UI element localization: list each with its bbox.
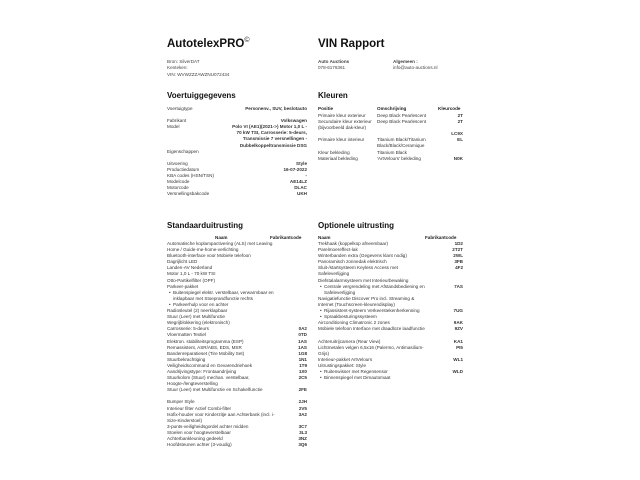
vehicle-row-label: Eigenschappen [167, 148, 199, 154]
general-label: Algemeen : [393, 59, 418, 64]
optional-item-code: WLD [452, 368, 463, 374]
optional-item-row [318, 296, 463, 308]
colors-table [318, 113, 463, 162]
optional-item-code: 3FB [454, 259, 463, 265]
optional-item-name: Mobiele telefoon Interface met draadloze laadfunctie [318, 326, 425, 332]
standard-item-code: 3NZ [298, 436, 307, 441]
standard-item-name: Wegrijblokkering (elektronisch) [167, 320, 230, 326]
standard-item-name: Carrosserie: 5-deurs [167, 326, 209, 332]
standard-item-name: Stuur (Leer) met Multifunctie [167, 314, 225, 320]
optional-item-name: • Binnenspiegel met Dimautomaat [324, 375, 432, 381]
company-phone: 078-6176361 [318, 65, 346, 71]
vehicle-row-value: Polo VI (AE1)(2021->) Motor 1,0 L - 70 kW TSI, Carrosserie: 5-deurs, Transmissie 7 versnellingen - Dubbelkoppeltransmissie DSG [232, 124, 307, 148]
optional-item-name: Parelmoereffect-lak [318, 247, 358, 253]
vehicle-row-value: Volkswagen [280, 118, 307, 124]
general-contact [393, 59, 438, 72]
standard-item-code: 1T9 [299, 362, 307, 368]
color-code: EL [457, 137, 463, 143]
optional-item-name: Airconditioning Climatronic 2 zones [318, 320, 390, 326]
vehicle-row-label: Productiedatum [167, 166, 200, 172]
color-code: 2T [457, 119, 463, 125]
optional-item-name: • Spraakbesturingssysteem [324, 314, 432, 320]
color-position: Primaire kleur exterieur [318, 113, 366, 118]
standard-item-name: Radiosleutel (2) neerklapbaar [167, 308, 228, 314]
logo-text: AutotelexPRO [167, 37, 245, 50]
optional-item-code: 9ZV [454, 326, 463, 332]
standard-item-row [167, 442, 307, 448]
vehicle-meta [167, 59, 229, 78]
optional-header-name: Naam [318, 235, 331, 240]
optional-item-name: • Ruitenwisser met Regensensor [324, 369, 432, 375]
standard-item-name: Remassistent, ASR/ABS, EDS, MSR [167, 344, 242, 350]
standard-item-name: Achterbankleuning gedeeld [167, 436, 223, 441]
colors-header-code: Kleurcode [438, 106, 461, 111]
vehicle-row [167, 124, 307, 148]
standard-item-code: 3C7 [298, 423, 307, 429]
optional-item-row [318, 265, 463, 277]
standard-item-name: Isofix-houder voor Kinderzitje aan Achterbank (incl. i-Size-Kinderstoel) [167, 411, 275, 423]
plate-line: Kenteken: [167, 65, 188, 71]
standard-item-code: 3Q6 [298, 442, 307, 448]
company-info [318, 59, 349, 72]
optional-item-name: Lichtmetalen velgen 6,5x16 (Palermo, Antimasilium-Grijs) [318, 344, 424, 356]
optional-item-code: 7UG [453, 308, 463, 314]
source-line: Bron: SilverDAT [167, 59, 200, 64]
optional-item-code: 7AS [454, 283, 463, 289]
standard-item-name: Hoofdsteunen achter (3-voudig) [167, 442, 232, 448]
vehicle-row-value: Style [296, 160, 307, 166]
optional-item-code: 9AK [453, 320, 463, 326]
standard-item-code: 0A2 [298, 326, 307, 332]
optional-item-code: 2T2T [452, 247, 463, 253]
standard-item-code: 1AS [298, 338, 307, 344]
standard-item-name: 3-punts-veiligheidsgordel achter midden [167, 423, 249, 429]
standard-item-name: • Parkeerhulp voor en achter [173, 302, 281, 308]
standard-item-name: Otto-Partikelfilter (OPF) [167, 277, 215, 283]
standard-item-name: Dagrijlicht LED [167, 259, 198, 265]
vin-line: VIN: WVWZZZAWZNU072434 [167, 71, 230, 77]
vehicle-table [167, 106, 307, 197]
optional-item-name: Sluit-/startsysteem Keyless Access met Safeleverlijging [318, 265, 398, 277]
color-row [318, 137, 463, 149]
color-description: Deep Black Pearlescent [377, 113, 427, 118]
optional-item-row [318, 375, 463, 381]
standard-item-code: 3A2 [298, 411, 307, 417]
report-title: VIN Rapport [318, 38, 385, 50]
vehicle-row [167, 149, 307, 161]
standard-item-code: 2V5 [298, 405, 307, 411]
color-row [318, 156, 463, 162]
standard-item-row [167, 241, 307, 253]
vehicle-row-label: Voertuigtype [167, 106, 193, 111]
optional-item-code: 4F2 [455, 265, 463, 271]
color-description: Titanium Black [377, 149, 407, 155]
standard-item-name: • Buitenspiegel elektr. verstelbaar, verwarmbaar en inklapbaar met Stoeprandfunctie rechts [173, 290, 281, 302]
optional-item-row [318, 326, 463, 338]
optional-item-row [318, 284, 463, 296]
general-email[interactable]: info@auto-auctions.nl [393, 65, 438, 71]
standard-item-name: Bluetooth-interface voor Mobiele telefoon [167, 253, 251, 259]
vehicle-row-label: Motorcode [167, 185, 189, 191]
optional-item-name: Navigatiefunctie Discover Pro incl. Streaming & Internet (Touchscreen-kleurendisplay) [318, 295, 415, 307]
optional-item-name: Trekhaak (koppelkop afneembaar) [318, 241, 389, 246]
vehicle-row-label: Fabrikant [167, 118, 187, 124]
standard-equipment-table [167, 241, 307, 448]
color-code: N0K [453, 155, 463, 161]
color-position: Kleur bekleding [318, 149, 350, 155]
autotelex-logo [167, 37, 250, 50]
vehicle-row-value: - [305, 173, 307, 179]
vehicle-row-label: Modelcode [167, 179, 190, 185]
standard-item-code: 2C5 [298, 375, 307, 381]
optional-item-name: Panoramisch zonnedak elektrisch [318, 259, 387, 265]
color-position: Primaire kleur interieur [318, 137, 365, 143]
standard-item-name: Parkeer-pakket [167, 283, 199, 289]
standard-item-name: Interieur filter Actief Combi-filter [167, 405, 232, 411]
optional-item-name: Uitrustingspakket: Style [318, 362, 366, 368]
standard-item-name: Bandenreparatieset (Tire Mobility Set) [167, 350, 245, 356]
standard-item-name: Stuurbekrachtiging [167, 356, 206, 362]
standard-item-name: Landen-AV Nederland [167, 265, 213, 271]
vehicle-row-value: DLAC [294, 185, 307, 191]
color-position: Secundaire kleur exterieur (bijvoorbeeld dak-kleur) [318, 119, 372, 131]
standard-item-name: Automatische koplampactivering (ALS) met Leaving Home / Guide-me-home-verlichting [167, 241, 273, 253]
standard-item-name: Stoelen voor hoogteverstelbaar [167, 429, 231, 435]
standard-item-name: Aandrijvingstype: Frontaandrijving [167, 368, 237, 374]
optional-item-code: 2WL [453, 253, 463, 259]
color-code: 2T [457, 113, 463, 118]
standard-item-row [167, 290, 307, 302]
optional-item-row [318, 345, 463, 357]
standard-item-code: 1G8 [298, 350, 307, 356]
color-description: 'ArtVelours' bekleding [377, 155, 421, 161]
optional-item-code: WL1 [453, 356, 463, 362]
standard-item-name: Vloermatten Textiel [167, 332, 206, 338]
vehicle-row [167, 191, 307, 197]
colors-section-title: Kleuren [318, 91, 348, 100]
optional-item-name: Interieur-pakket ArtVelours [318, 356, 373, 362]
optional-item-name: Achteruitrijcamera (Rear View) [318, 338, 381, 344]
optional-section-title: Optionele uitrusting [318, 221, 394, 230]
optional-item-name: • Centrale vergrendeling met Afstandsbediening en Safeleverlijging [324, 284, 432, 296]
vehicle-row-label: Uitvoering [167, 160, 188, 166]
standard-item-code: 0TD [298, 332, 307, 338]
colors-header-position: Positie [318, 106, 334, 111]
standard-item-name: Veiligheidscommand en Gevarendriehoek [167, 362, 253, 368]
standard-item-row [167, 412, 307, 424]
color-row [318, 119, 463, 131]
optional-header-code: Fabrikantcode [425, 235, 457, 240]
color-description: Deep Black Pearlescent [377, 119, 427, 125]
standard-item-name: Motor 1,0 L - 70 kW TSI [167, 271, 216, 277]
standard-item-name: Bumper Style [167, 399, 195, 405]
optional-item-code: KA1 [453, 338, 463, 344]
standard-item-row [167, 387, 307, 399]
vehicle-row-label: Versnellingsbakcode [167, 191, 210, 197]
color-description: Titanium Black/Titanium Black/Black/Ceramique [377, 137, 426, 149]
standard-item-name: Stuurkolom (Stuur) mechan. verstelbaar, Hoogte-/lengteverstelling [167, 375, 250, 387]
standard-item-code: 1AS [298, 344, 307, 350]
standard-item-code: 2JH [298, 399, 307, 405]
vehicle-row-value: UKH [297, 191, 307, 197]
standard-item-name: Elektron. stabiliteitsprogramma (ESP) [167, 338, 244, 344]
vehicle-row [167, 106, 307, 118]
vehicle-row-value: Personenv., SUV, beslotauto [245, 106, 307, 111]
standard-section-title: Standaarduitrusting [167, 221, 244, 230]
standard-item-code: 1X0 [298, 368, 307, 374]
standard-item-row [167, 375, 307, 387]
optional-item-name: Winterbanden extra (Gegevens klant nodig) [318, 253, 407, 259]
standard-item-code: 1N1 [298, 356, 307, 362]
standard-header-name: Naam [215, 235, 228, 240]
vehicle-row-label: Model [167, 124, 180, 130]
vehicle-row-value: AE14LZ [289, 179, 307, 185]
optional-equipment-table [318, 241, 463, 381]
standard-header-code: Fabrikantcode [270, 235, 302, 240]
standard-item-code: 3L3 [299, 429, 307, 435]
standard-item-name: Stuur (Leer) met Multifunctie en Schakelfunctie [167, 387, 263, 393]
vehicle-section-title: Voertuiggegevens [167, 91, 236, 100]
optional-item-name: • Rijassistent-systeem Verkeerstekenherkenning [324, 308, 432, 314]
color-code: LC9X [451, 131, 463, 137]
logo-mark: © [244, 37, 250, 44]
company-name: Auto Auctions [318, 59, 350, 64]
color-position: Materiaal bekleding [318, 155, 358, 161]
vehicle-row-value: 16-07-2022 [283, 166, 307, 172]
optional-item-code: 1D2 [454, 241, 463, 246]
standard-item-code: 2FE [298, 387, 307, 393]
vehicle-row-label: KBA codes (HSN/TSN) [167, 173, 214, 179]
optional-item-code: PI5 [456, 344, 463, 350]
colors-header-description: Omschrijving [377, 106, 407, 111]
optional-item-name: Diefstalalarmsysteem met Interieurbewaking [318, 277, 409, 283]
